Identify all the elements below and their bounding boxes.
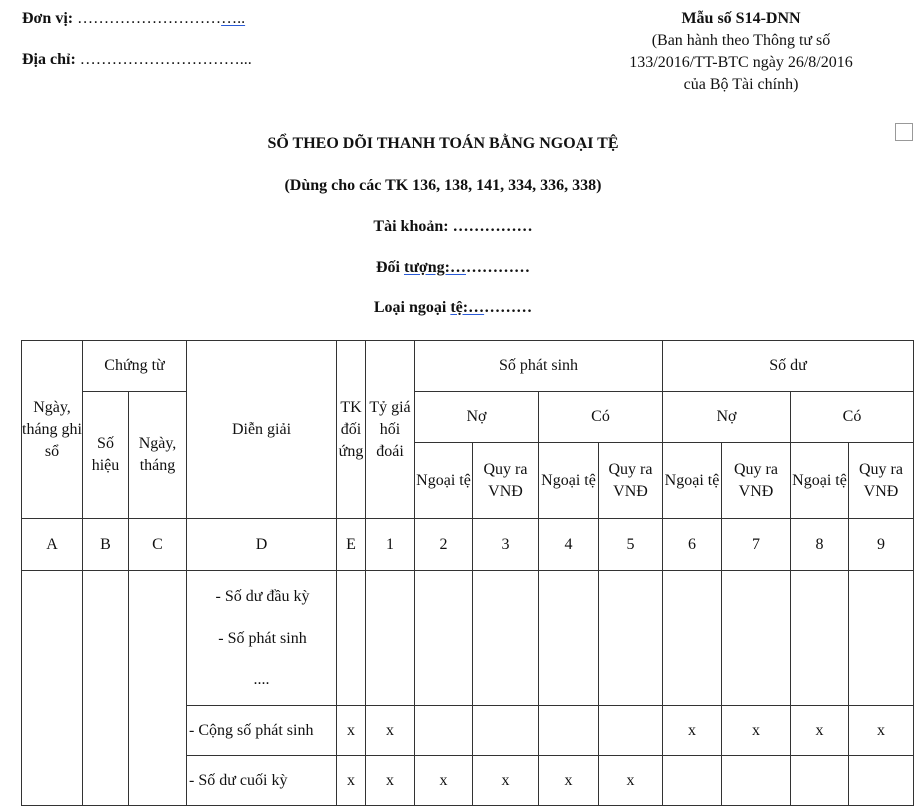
cell (849, 571, 914, 706)
so-phat-sinh-label: - Số phát sinh (218, 630, 307, 647)
header-du-co: Có (791, 392, 914, 443)
header-tk-doi-ung: TK đối ứng (337, 341, 366, 519)
header-du-no: Nợ (663, 392, 791, 443)
cell: x (539, 756, 599, 806)
header-phat-sinh-co: Có (539, 392, 663, 443)
header-chung-tu: Chứng từ (83, 341, 187, 392)
cell (539, 706, 599, 756)
cell (337, 571, 366, 706)
cell: x (415, 756, 473, 806)
code-cell: 9 (849, 519, 914, 571)
don-vi-label: Đơn vị: (22, 10, 74, 27)
cell-dien-giai (187, 571, 337, 706)
code-cell: B (83, 519, 129, 571)
cell (599, 706, 663, 756)
form-info-line-3: của Bộ Tài chính) (683, 76, 799, 93)
tai-khoan-dots: …………… (452, 218, 533, 235)
cell (722, 571, 791, 706)
cell (473, 571, 539, 706)
tai-khoan-label: Tài khoản: (373, 218, 449, 235)
form-info-line-2: 133/2016/TT-BTC ngày 26/8/2016 (629, 54, 853, 71)
form-info-line-1: (Ban hành theo Thông tư số (651, 32, 831, 49)
cell: x (337, 706, 366, 756)
header-so-hieu: Số hiệu (83, 392, 129, 519)
dia-chi-dots: …………………………... (79, 51, 252, 68)
cell (539, 571, 599, 706)
header-phat-sinh-no: Nợ (415, 392, 539, 443)
loai-ngoai-te-dots: ……… (484, 299, 533, 316)
code-cell: 7 (722, 519, 791, 571)
page-title: SỔ THEO DÕI THANH TOÁN BẰNG NGOẠI TỆ (267, 135, 619, 152)
code-cell: 2 (415, 519, 473, 571)
cell-ngay-thang (129, 571, 187, 806)
cell: x (366, 706, 415, 756)
header-ps-co-ngoai-te: Ngoại tệ (539, 443, 599, 519)
doi-tuong-dots: ………… (466, 259, 530, 276)
cell (366, 571, 415, 706)
loai-ngoai-te-label-underlined: tệ:… (450, 299, 485, 316)
cell: x (599, 756, 663, 806)
cell (791, 571, 849, 706)
header-du-co-ngoai-te: Ngoại tệ (791, 443, 849, 519)
column-code-row (22, 519, 914, 571)
so-du-cuoi-ky-label: - Số dư cuối kỳ (187, 756, 337, 806)
code-cell: 4 (539, 519, 599, 571)
code-cell: E (337, 519, 366, 571)
code-cell: 5 (599, 519, 663, 571)
header-ps-no-ngoai-te: Ngoại tệ (415, 443, 473, 519)
cell (473, 706, 539, 756)
cell: x (337, 756, 366, 806)
form-info (560, 8, 922, 96)
code-cell: C (129, 519, 187, 571)
cell (663, 756, 722, 806)
code-cell: A (22, 519, 83, 571)
dia-chi-line (22, 51, 252, 69)
cell (663, 571, 722, 706)
ellipsis: .... (253, 671, 270, 688)
cell-ngay-ghi-so (22, 571, 83, 806)
loai-ngoai-te-label: Loại ngoại (373, 299, 451, 316)
header-so-du: Số dư (663, 341, 914, 392)
so-du-dau-ky-label: - Số dư đầu kỳ (215, 588, 310, 605)
table-row (22, 571, 914, 706)
cell (791, 756, 849, 806)
doi-tuong-label: Đối (375, 259, 404, 276)
cell (722, 756, 791, 806)
ledger-table (21, 340, 914, 806)
cong-so-phat-sinh-label: - Cộng số phát sinh (187, 706, 337, 756)
header-ps-co-quy-ra-vnd: Quy ra VNĐ (599, 443, 663, 519)
loai-ngoai-te-line (0, 299, 914, 317)
code-cell: D (187, 519, 337, 571)
cell: x (366, 756, 415, 806)
cell (415, 706, 473, 756)
cell (599, 571, 663, 706)
cell: x (473, 756, 539, 806)
header-ngay-thang-ghi-so: Ngày, tháng ghi sổ (22, 341, 83, 519)
header-du-no-ngoai-te: Ngoại tệ (663, 443, 722, 519)
page-subtitle: (Dùng cho các TK 136, 138, 141, 334, 336, 338) (284, 177, 602, 194)
code-cell: 8 (791, 519, 849, 571)
tai-khoan-line (0, 218, 914, 236)
cell: x (663, 706, 722, 756)
header-dien-giai: Diễn giải (187, 341, 337, 519)
cell: x (722, 706, 791, 756)
header-ps-no-quy-ra-vnd: Quy ra VNĐ (473, 443, 539, 519)
cell (415, 571, 473, 706)
dia-chi-label: Địa chỉ: (22, 51, 76, 68)
cell: x (791, 706, 849, 756)
don-vi-dots: ……………………… (77, 10, 222, 27)
doi-tuong-label-underlined: tượng:… (403, 259, 466, 276)
header-so-phat-sinh: Số phát sinh (415, 341, 663, 392)
header-ngay-thang: Ngày, tháng (129, 392, 187, 519)
header-du-no-quy-ra-vnd: Quy ra VNĐ (722, 443, 791, 519)
code-cell: 3 (473, 519, 539, 571)
doi-tuong-line (0, 259, 914, 277)
cell (849, 756, 914, 806)
don-vi-dots-underlined: ….. (221, 10, 246, 27)
form-code: Mẫu số S14-DNN (681, 10, 801, 27)
header-ty-gia-hoi-doai: Tỷ giá hối đoái (366, 341, 415, 519)
cell: x (849, 706, 914, 756)
header-du-co-quy-ra-vnd: Quy ra VNĐ (849, 443, 914, 519)
code-cell: 6 (663, 519, 722, 571)
cell-so-hieu (83, 571, 129, 806)
code-cell: 1 (366, 519, 415, 571)
don-vi-line (22, 10, 245, 28)
